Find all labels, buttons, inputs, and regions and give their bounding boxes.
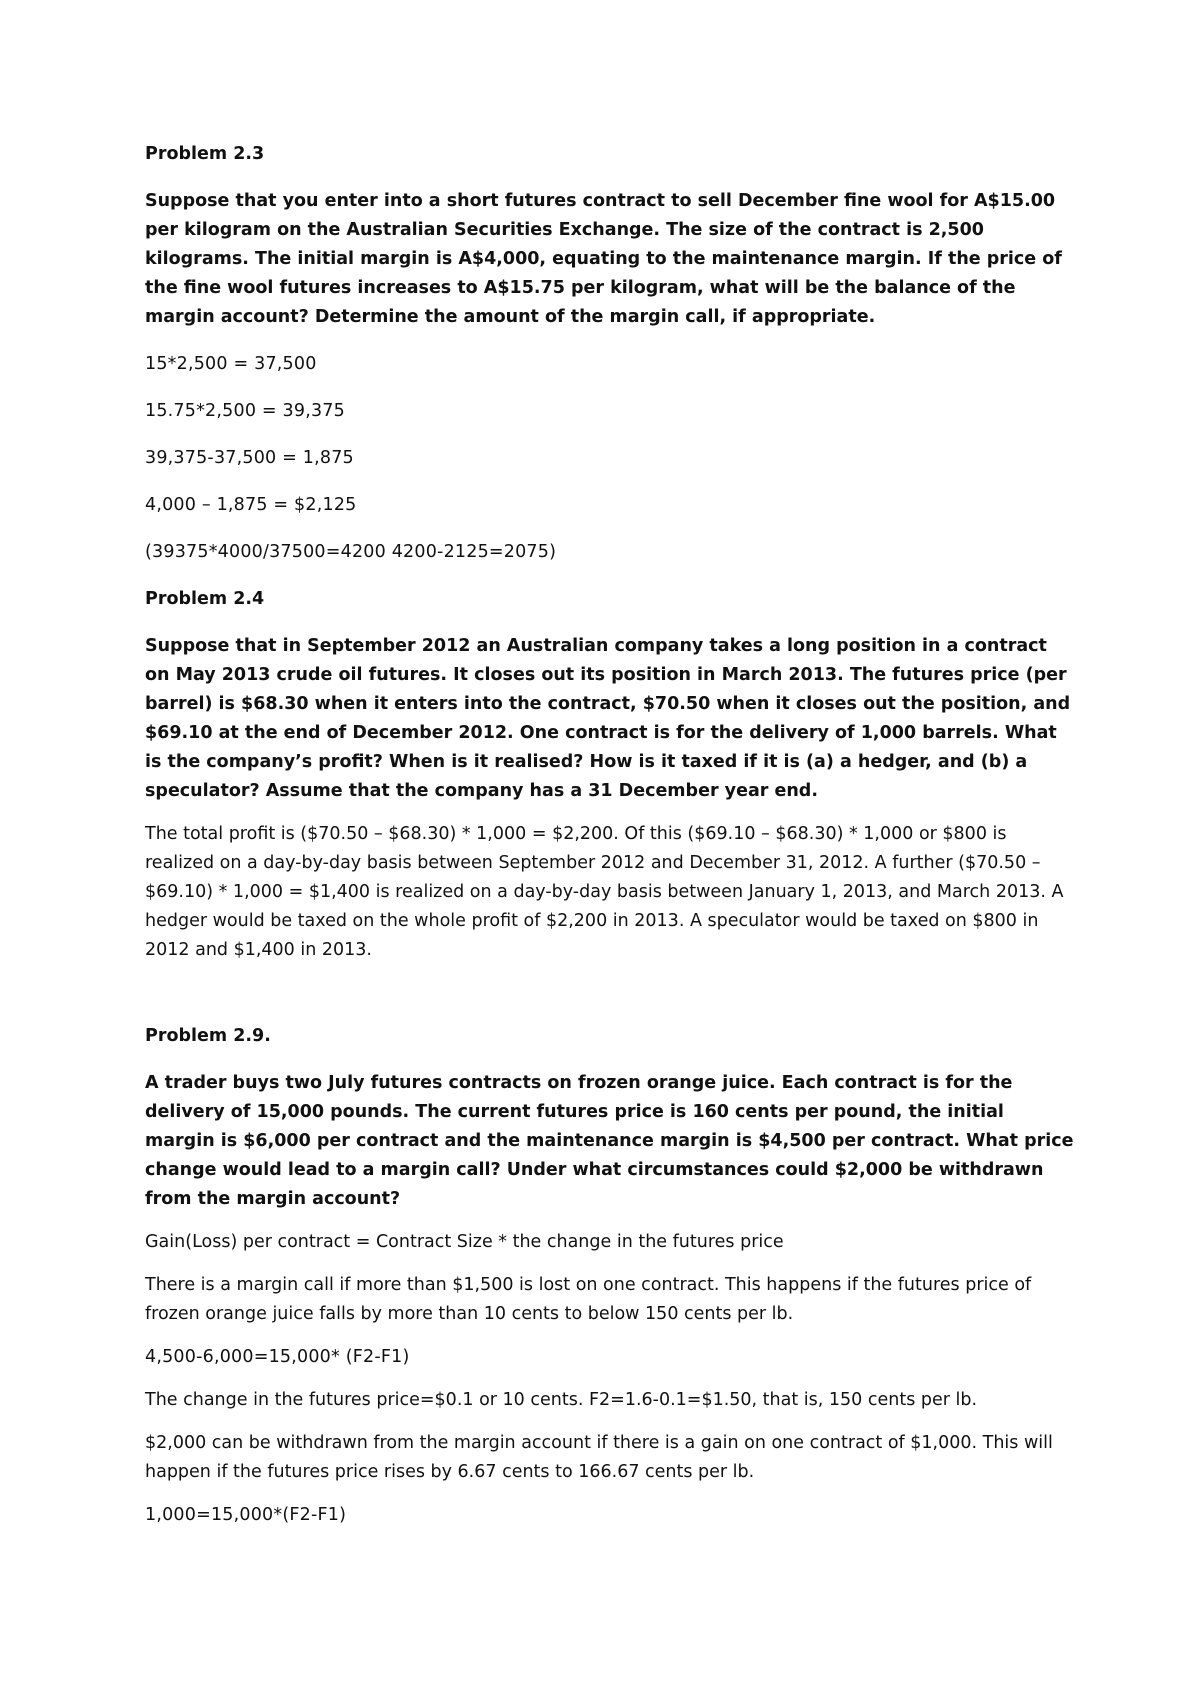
problem-2-4-question: Suppose that in September 2012 an Australian company takes a long position in a contract on May 2013 crude oil futures. It closes out its position in March 2013. The futures price (per barrel) is $68.30 when it enters into the contract, $70.50 when it closes out the position, and $69.10 at the end of December 2012. One contract is for the delivery of 1,000 barrels. What is the company’s profit? When is it realised? How is it taxed if it is (a) a hedger, and (b) a speculator? Assume that the company has a 31 December year end. — [145, 636, 1071, 801]
problem-2-3-calc-2: 15.75*2,500 = 39,375 — [145, 401, 345, 421]
problem-2-3-calc-1: 15*2,500 = 37,500 — [145, 354, 317, 374]
problem-2-9-question: A trader buys two July futures contracts on frozen orange juice. Each contract is for the delivery of 15,000 pounds. The current futures price is 160 cents per pound, the initial margin is $6,000 per contract and the maintenance margin is $4,500 per contract. What price change would lead to a margin call? Under what circumstances could $2,000 be withdrawn from the margin account? — [145, 1073, 1074, 1209]
problem-2-3-question: Suppose that you enter into a short futures contract to sell December fine wool for A$15.00 per kilogram on the Australian Securities Exchange. The size of the contract is 2,500 kilograms. The initial margin is A$4,000, equating to the maintenance margin. If the price of the fine wool futures increases to A$15.75 per kilogram, what will be the balance of the margin account? Determine the amount of the margin call, if appropriate. — [145, 191, 1062, 327]
problem-2-4-answer: The total profit is ($70.50 – $68.30) * 1,000 = $2,200. Of this ($69.10 – $68.30) * 1,000 or $800 is realized on a day-by-day basis between September 2012 and December 31, 2012. A further ($70.50 – $69.10) * 1,000 = $1,400 is realized on a day-by-day basis between January 1, 2013, and March 2013. A hedger would be taxed on the whole profit of $2,200 in 2013. A speculator would be taxed on $800 in 2012 and $1,400 in 2013. — [145, 824, 1064, 960]
problem-2-9-answer-3: $2,000 can be withdrawn from the margin account if there is a gain on one contract of $1,000. This will happen if the futures price rises by 6.67 cents to 166.67 cents per lb. — [145, 1433, 1053, 1482]
problem-2-3-title: Problem 2.3 — [145, 144, 265, 164]
problem-2-3-calc-5: (39375*4000/37500=4200 4200-2125=2075) — [145, 542, 557, 562]
problem-2-9-answer-1: There is a margin call if more than $1,500 is lost on one contract. This happens if the futures price of frozen orange juice falls by more than 10 cents to below 150 cents per lb. — [145, 1275, 1032, 1324]
problem-2-9-formula: Gain(Loss) per contract = Contract Size * the change in the futures price — [145, 1232, 784, 1252]
document-page — [145, 140, 1075, 1530]
problem-2-9-calc-2: 1,000=15,000*(F2-F1) — [145, 1505, 347, 1525]
problem-2-9-answer-2: The change in the futures price=$0.1 or 10 cents. F2=1.6-0.1=$1.50, that is, 150 cents per lb. — [145, 1390, 978, 1410]
problem-2-3-calc-3: 39,375-37,500 = 1,875 — [145, 448, 354, 468]
problem-2-3-calc-4: 4,000 – 1,875 = $2,125 — [145, 495, 357, 515]
problem-2-9-calc-1: 4,500-6,000=15,000* (F2-F1) — [145, 1347, 410, 1367]
problem-2-4-title: Problem 2.4 — [145, 589, 265, 609]
problem-2-9-title: Problem 2.9. — [145, 1026, 271, 1046]
